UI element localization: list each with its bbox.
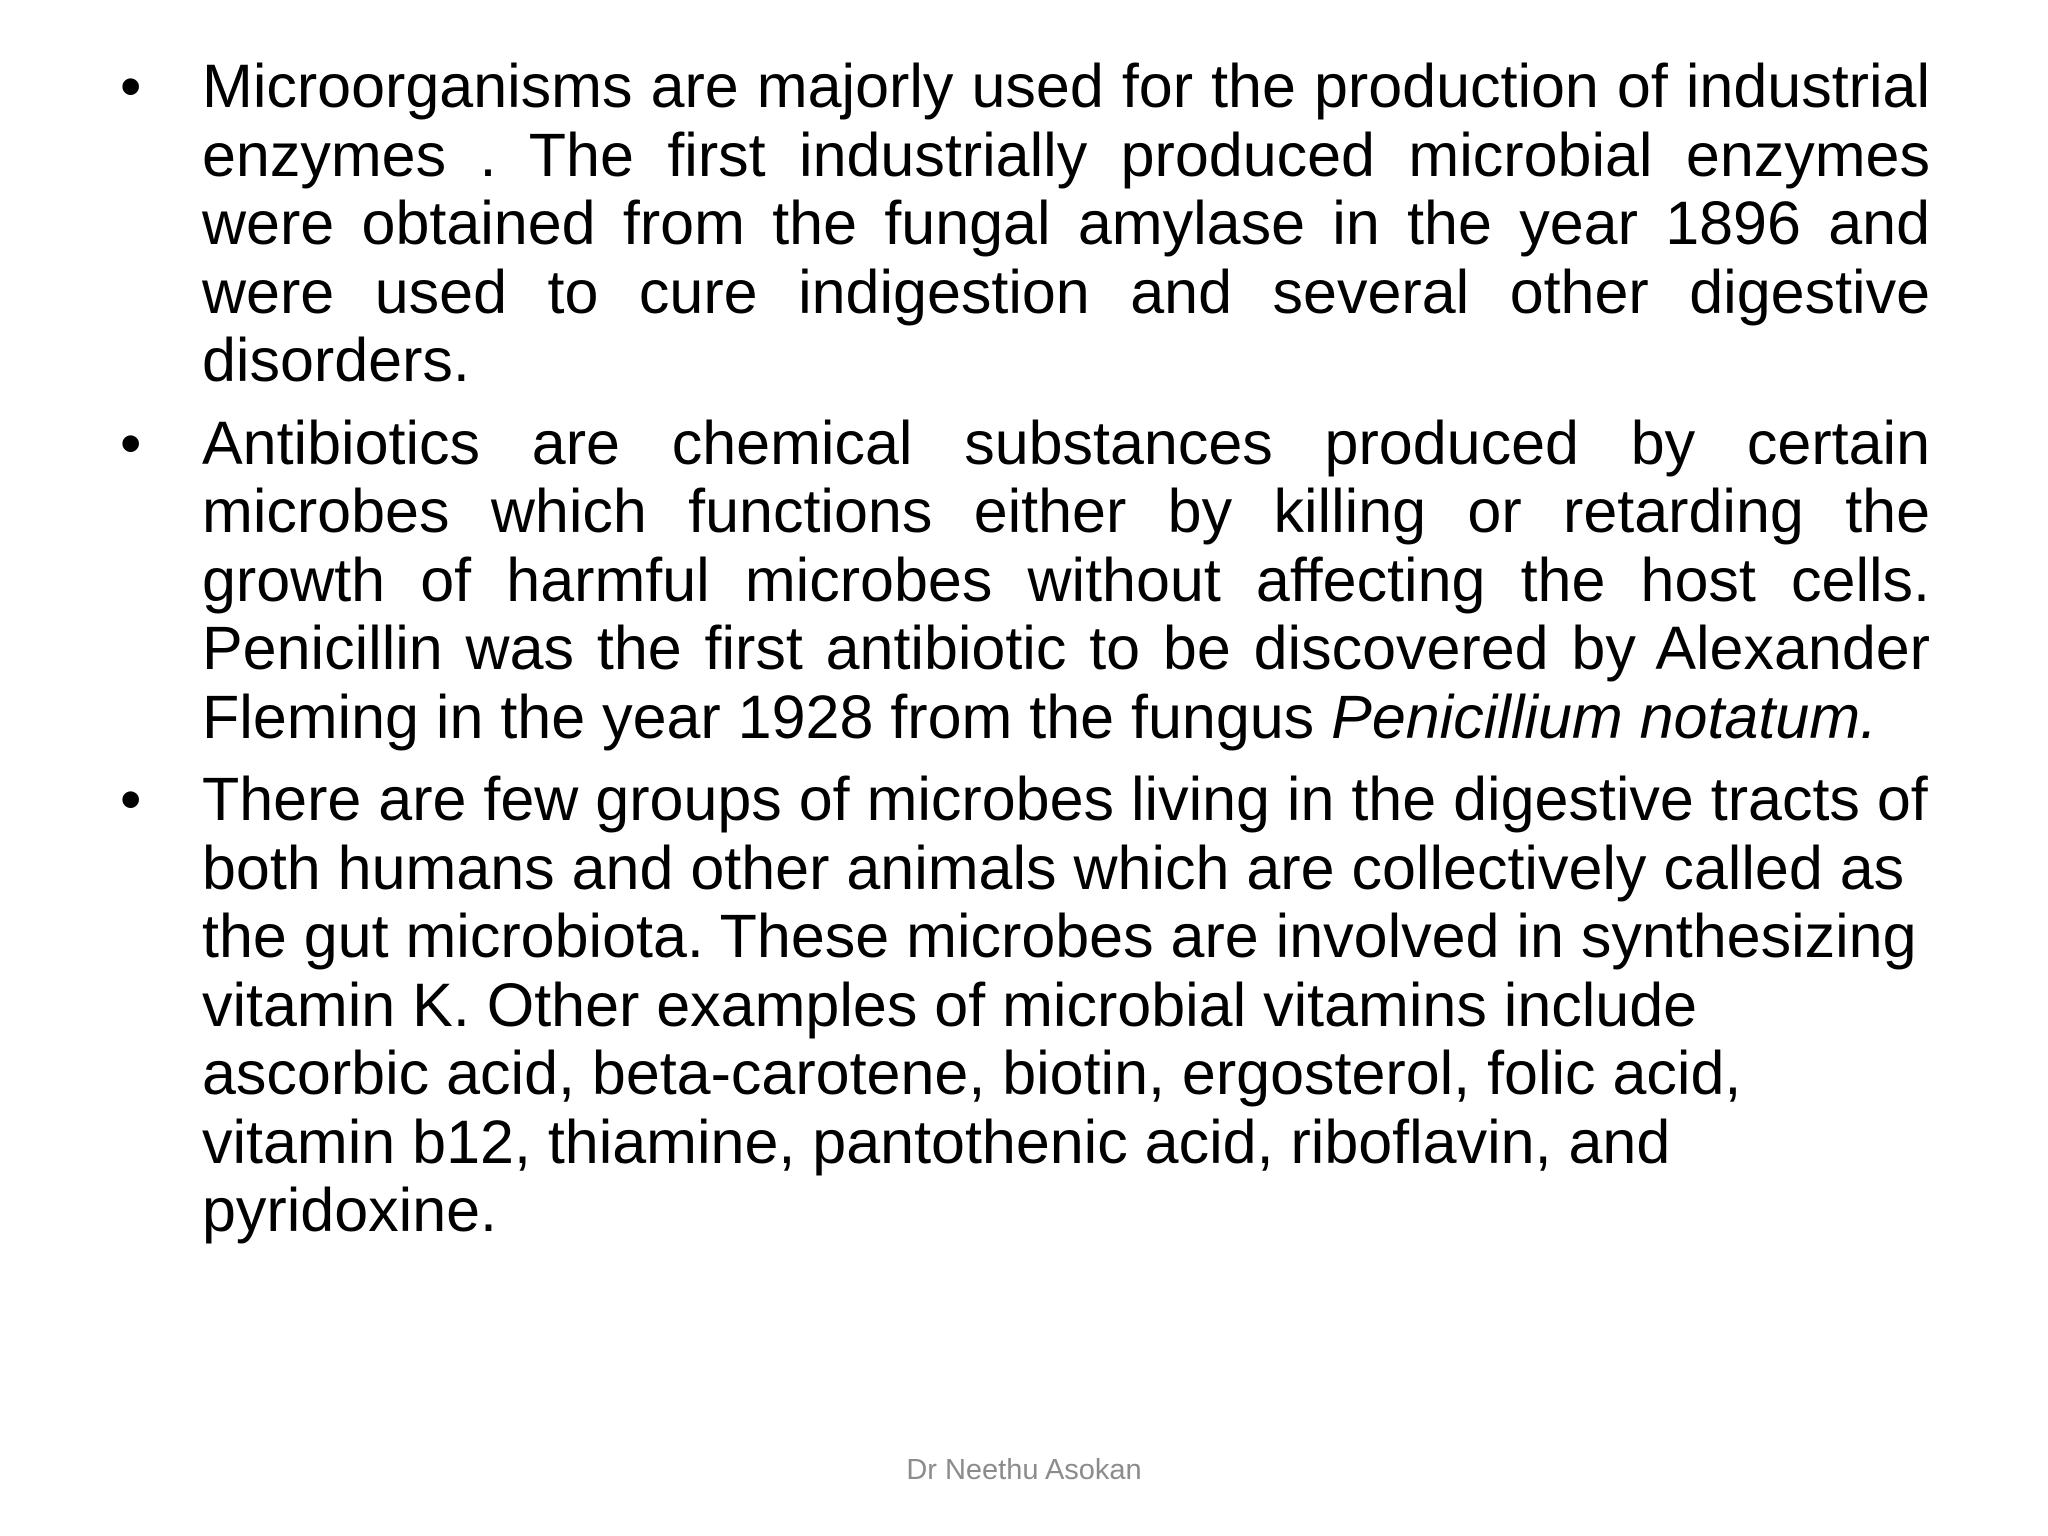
bullet-icon: •	[120, 408, 142, 477]
bullet-item-vitamins	[120, 765, 1930, 1245]
bullet-icon: •	[120, 52, 142, 120]
bullet-item-enzymes	[120, 52, 1930, 395]
bullet-text: There are few groups of microbes living in the digestive tracts of both humans and other animals which are collectively called as the gut microbiota. These microbes are involved in synthesizing vitamin K. Other examples of microbial vitamins include ascorbic acid, beta-carotene, biotin, ergosterol, folic acid, vitamin b12, thiamine, pantothenic acid, riboflavin, and pyridoxine.	[202, 765, 1928, 1244]
bullet-item-antibiotics	[120, 409, 1930, 752]
bullet-text: Microorganisms are majorly used for the production of industrial enzymes . The first industrially produced microbial enzymes were obtained from the fungal amylase in the year 1896 and were used to cure indigestion and several other digestive disorders.	[202, 52, 1930, 394]
species-name: Penicillium notatum.	[1331, 682, 1877, 751]
bullet-text-container	[202, 409, 1930, 752]
bullet-list	[120, 52, 1930, 1245]
footer-author: Dr Neethu Asokan	[906, 1454, 1142, 1486]
bullet-text: Antibiotics are chemical substances produced by certain microbes which functions either by killing or retarding the growth of harmful microbes without affecting the host cells. Penicillin was the first antibiotic to be discovered by Alexander Fleming in the year 1928 from the fungus	[202, 408, 1930, 751]
bullet-icon: •	[120, 765, 142, 833]
